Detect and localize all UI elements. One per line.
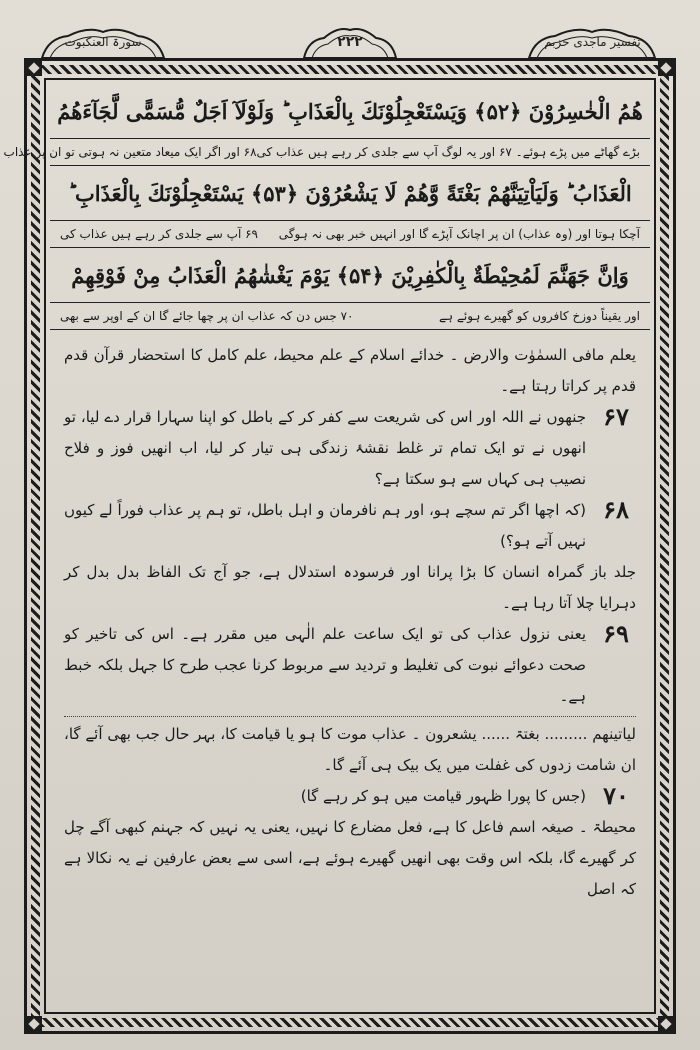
- urdu-translation-line: [50, 221, 650, 248]
- arabic-verse-line: الْعَذَابُ ؕ وَلَيَاْتِيَنَّهُمْ بَغْتَةً وَّهُمْ لَا يَشْعُرُوْنَ ﴿۵۳﴾ يَسْتَعْجِلُوْنَكَ بِالْعَذَابِ ؕ: [50, 166, 650, 221]
- commentary-paragraph: لیاتینھم ......... بغتۃ ...... یشعرون ۔ عذاب موت کا ہو یا قیامت کا، بہر حال جب بھی آئے گا، ان شامت زدوں کی غفلت میں یک بیک ہی آئے گا۔: [64, 725, 636, 774]
- translation-right: آچکا ہوتا اور (وہ عذاب) ان پر اچانک آپڑے گا اور انہیں خبر بھی نہ ہوگی: [278, 227, 640, 241]
- note-number: ۶۸: [603, 495, 629, 524]
- translation-left: ۷۰ جس دن کہ عذاب ان پر چھا جائے گا ان کے اوپر سے بھی: [60, 309, 354, 323]
- page-number: ۲۲۲: [337, 34, 363, 50]
- dotted-separator: [64, 716, 636, 717]
- translation-left: ۶۹ آپ سے جلدی کر رہے ہیں عذاب کی: [60, 227, 258, 241]
- arabic-verse-line: وَاِنَّ جَهَنَّمَ لَمُحِيْطَةٌ بِالْكٰفِرِيْنَ ﴿۵۴﴾ يَوْمَ يَغْشٰهُمُ الْعَذَابُ مِنْ فَوْقِهِمْ: [50, 248, 650, 303]
- note-number: ۷۰: [603, 781, 629, 810]
- note-67: [64, 402, 636, 495]
- note-69: [64, 619, 636, 712]
- arabic-verse-line: هُمُ الْخٰسِرُوْنَ ﴿۵۲﴾ وَيَسْتَعْجِلُوْنَكَ بِالْعَذَابِ ؕ وَلَوْلَآ اَجَلٌ مُّسَمًّى لَّجَآءَهُمُ: [50, 84, 650, 139]
- translation-right: اور یقیناً دوزخ کافروں کو گھیرے ہوئے ہے: [438, 309, 640, 323]
- commentary-intro: یعلم مافی السمٰوٰت والارض ۔ خدائے اسلام کے علم محیط، علم کامل کا استحضار قرآن قدم قدم پر کراتا رہتا ہے۔: [64, 346, 636, 395]
- corner-ornament-icon: [658, 1016, 674, 1032]
- page-content: [3, 84, 650, 1008]
- book-title-cartouche: [525, 24, 660, 60]
- note-68: [64, 495, 636, 557]
- urdu-translation-line: [3, 139, 650, 166]
- verse-block: [3, 84, 650, 330]
- commentary-paragraph: محیطۃ ۔ صیغہ اسم فاعل کا ہے، فعل مضارع کا نہیں، یعنی یہ نہیں کہ جہنم کبھی آگے چل کر گھیرے گا، بلکہ اس وقت بھی انھیں گھیرے ہوئے ہے، اسی سے بعض عارفین نے یہ نکالا ہے کہ اصل: [64, 818, 636, 898]
- note-number: ۶۷: [603, 402, 629, 431]
- surah-name-cartouche: [38, 24, 168, 60]
- note-text: جنھوں نے اللہ اور اس کی شریعت سے کفر کر کے باطل کو اپنا سہارا قرار دے لیا، تو انھوں نے تو ایک تمام تر غلط نقشۂ زندگی ہی تیار کر لیا، اب انھیں فوز و فلاح نصیب ہی کہاں سے ہو سکتا ہے؟: [64, 408, 586, 488]
- translation-left: ۶۸ اور اگر ایک میعاد متعین نہ ہوتی تو ان پر عذاب: [3, 145, 257, 159]
- note-text: یعنی نزول عذاب کی تو ایک ساعت علم الٰہی میں مقرر ہے۔ اس کی تاخیر کو صحت دعوائے نبوت کی تغلیط و تردید سے مربوط کرنا عجب طرح کا جہل بلکہ خبط ہے۔: [64, 625, 586, 705]
- commentary-paragraph: جلد باز گمراہ انسان کا بڑا پرانا اور فرسودہ استدلال ہے، جو آج تک الفاظ بدل بدل کر دہرایا چلا آتا رہا ہے۔: [64, 563, 636, 612]
- page-number-cartouche: [300, 24, 400, 60]
- note-70: [64, 781, 636, 812]
- book-title: تفسیر ماجدی حزبم: [544, 35, 641, 49]
- corner-ornament-icon: [26, 1016, 42, 1032]
- note-number: ۶۹: [603, 619, 629, 648]
- commentary: [50, 330, 650, 905]
- translation-right: بڑے گھاٹے میں پڑے ہوئے۔ ۶۷ اور یہ لوگ آپ سے جلدی کر رہے ہیں عذاب کی: [256, 145, 640, 159]
- urdu-translation-line: [50, 303, 650, 329]
- surah-name: سورۃ العنکبوت: [64, 35, 142, 49]
- corner-ornament-icon: [658, 60, 674, 76]
- corner-ornament-icon: [26, 60, 42, 76]
- note-text: (کہ اچھا اگر تم سچے ہو، اور ہم نافرمان و اہل باطل، تو ہم پر عذاب فوراً لے کیوں نہیں آتے ہو؟): [64, 501, 586, 550]
- note-text: (جس کا پورا ظہور قیامت میں ہو کر رہے گا): [300, 787, 586, 805]
